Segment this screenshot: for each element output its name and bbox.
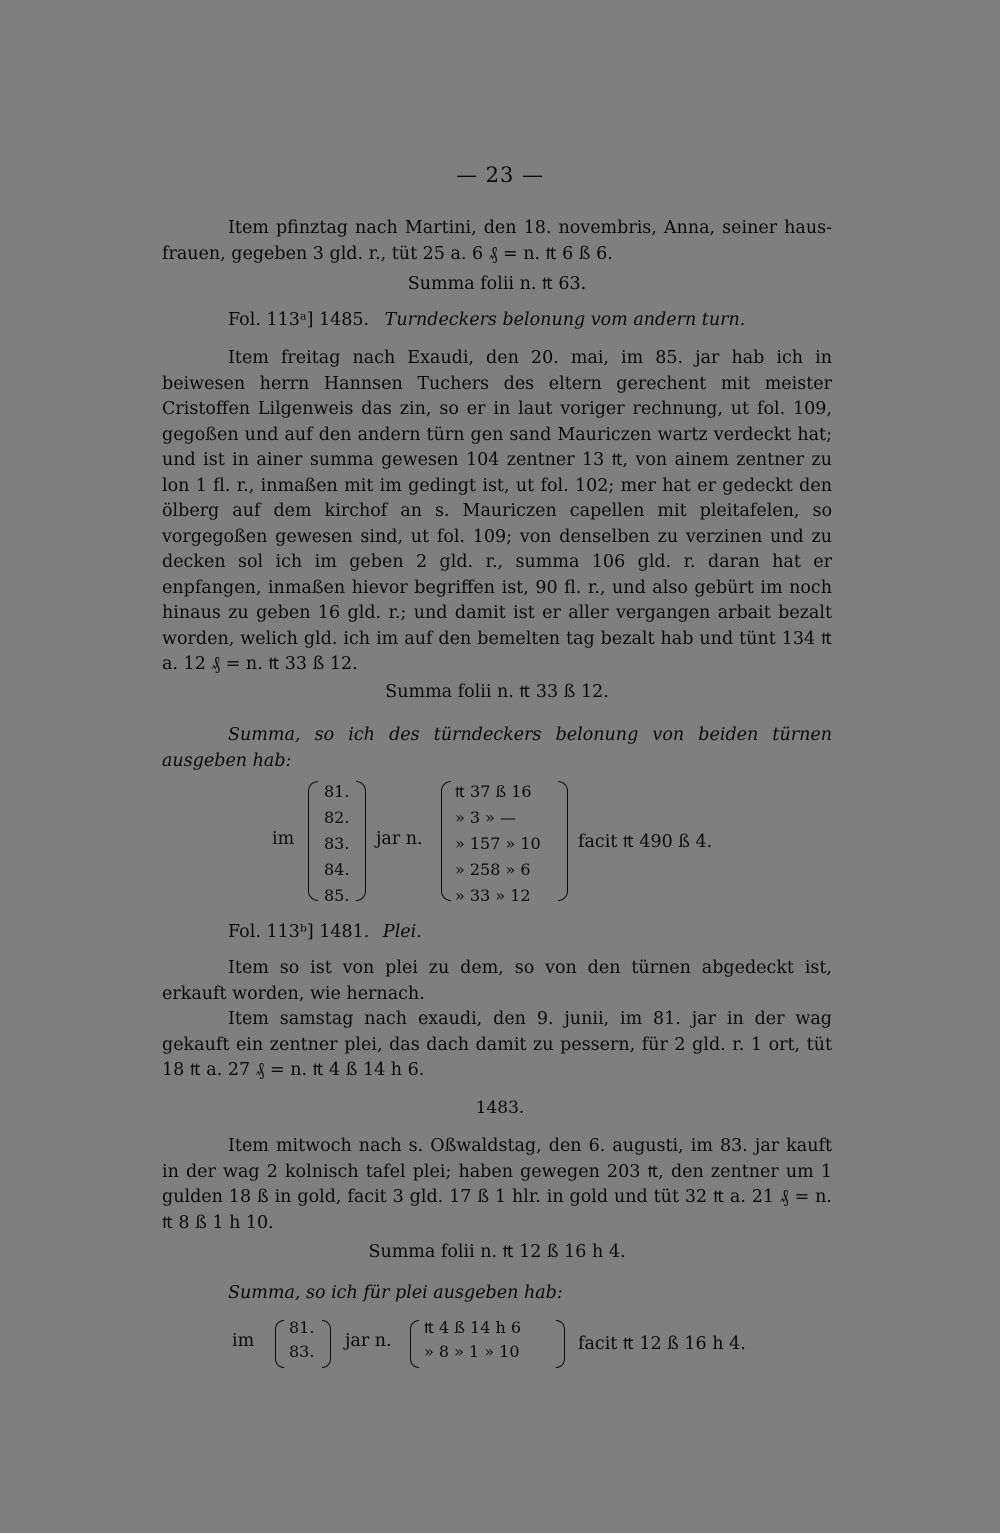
table1-amounts [455,779,541,909]
paragraph-1: Item pfinztag nach Martini, den 18. novembris, Anna, seiner haus-frauen, gegeben 3 gld. r., tüt 25 a. 6 ₰ = n. ₶ 6 ß 6. [162,218,832,264]
table2-facit: facit ₶ 12 ß 16 h 4. [578,1334,746,1354]
table2-years [289,1316,314,1364]
table2-year: 83. [289,1342,315,1361]
folio-title: Plei. [382,922,422,942]
table2-year: 81. [289,1318,315,1337]
table2-im-label: im [232,1331,255,1351]
folio-reference-1 [228,310,745,330]
table2-amount: ₶ 4 ß 14 h 6 [424,1318,522,1337]
summa-heading-1: Summa, so ich des türndeckers belonung von beiden türnen ausgeben hab: [162,725,832,771]
table2-right-brace-1 [322,1320,331,1368]
table2-left-brace-2 [410,1320,419,1368]
table1-amount: ₶ 37 ß 16 [455,782,532,801]
table1-facit: facit ₶ 490 ß 4. [578,832,713,852]
table1-im-label: im [272,829,295,849]
page-number: — 23 — [455,163,545,187]
table1-amount: » 258 » 6 [455,860,531,879]
table2-left-brace-1 [275,1320,284,1368]
folio-number: Fol. 113ᵃ] 1485. [228,310,370,330]
table1-right-brace-1 [356,781,366,901]
table2-right-brace-2 [556,1320,565,1368]
folio-title: Turndeckers belonung vom andern turn. [384,310,746,330]
table1-year: 84. [324,860,350,879]
year-heading-1483: 1483. [475,1098,525,1118]
paragraph-4: Item samstag nach exaudi, den 9. junii, im 81. jar in der wag gekauft ein zentner plei, das dach damit zu pessern, für 2 gld. r. 1 ort, tüt 18 ₶ a. 27 ₰ = n. ₶ 4 ß 14 h 6. [162,1009,832,1080]
paragraph-5: Item mitwoch nach s. Oßwaldstag, den 6. augusti, im 83. jar kauft in der wag 2 kolnisch tafel plei; haben gewegen 203 ₶, den zentner um 1 gulden 18 ß in gold, facit 3 gld. 17 ß 1 hlr. in gold und tüt 32 ₶ a. 21 ₰ = n. ₶ 8 ß 1 h 10. [162,1136,832,1233]
table1-right-brace-2 [558,781,568,901]
table1-jar-label: jar n. [376,829,423,849]
summa-folii-2: Summa folii n. ₶ 33 ß 12. [385,682,609,702]
folio-reference-2 [228,922,422,942]
summa-heading-2: Summa, so ich für plei ausgeben hab: [228,1283,563,1303]
table2-jar-label: jar n. [345,1331,392,1351]
summa-folii-1: Summa folii n. ₶ 63. [407,274,587,294]
table1-year: 82. [324,808,350,827]
table1-left-brace-2 [441,781,451,901]
table2-amounts [424,1316,521,1364]
table1-amount: » 3 » — [455,808,517,827]
table1-year: 83. [324,834,350,853]
table1-year: 85. [324,886,350,905]
summa-folii-3: Summa folii n. ₶ 12 ß 16 h 4. [368,1242,626,1262]
table1-amount: » 157 » 10 [455,834,541,853]
table1-years [324,779,349,909]
paragraph-3: Item so ist von plei zu dem, so von den türnen abgedeckt ist, erkauft worden, wie hernach. [162,958,832,1004]
table2-amount: » 8 » 1 » 10 [424,1342,520,1361]
table1-amount: » 33 » 12 [455,886,531,905]
folio-number: Fol. 113ᵇ] 1481. [228,922,370,942]
table1-left-brace-1 [308,781,318,901]
paragraph-2: Item freitag nach Exaudi, den 20. mai, im 85. jar hab ich in beiwesen herrn Hannsen Tuchers des eltern gerechent mit meister Cristoffen Lilgenweis das zin, so er in laut voriger rechnung, ut fol. 109, gegoßen und auf den andern türn gen sand Mauriczen wartz verdeckt hat; und ist in ainer summa gewesen 104 zentner 13 ₶, von ainem zentner zu lon 1 fl. r., inmaßen mit im gedingt ist, ut fol. 102; mer hat er gedeckt den ölberg auf dem kirchof an s. Mauriczen capellen mit pleitafelen, so vorgegoßen gewesen sind, ut fol. 109; von denselben zu verzinen und zu decken sol ich im geben 2 gld. r., summa 106 gld. r. daran hat er enpfangen, inmaßen hievor begriffen ist, 90 fl. r., und also gebürt im noch hinaus zu geben 16 gld. r.; und damit ist er aller vergangen arbait bezalt worden, welich gld. ich im auf den bemelten tag bezalt hab und tünt 134 ₶ a. 12 ₰ = n. ₶ 33 ß 12. [162,348,832,674]
table1-year: 81. [324,782,350,801]
